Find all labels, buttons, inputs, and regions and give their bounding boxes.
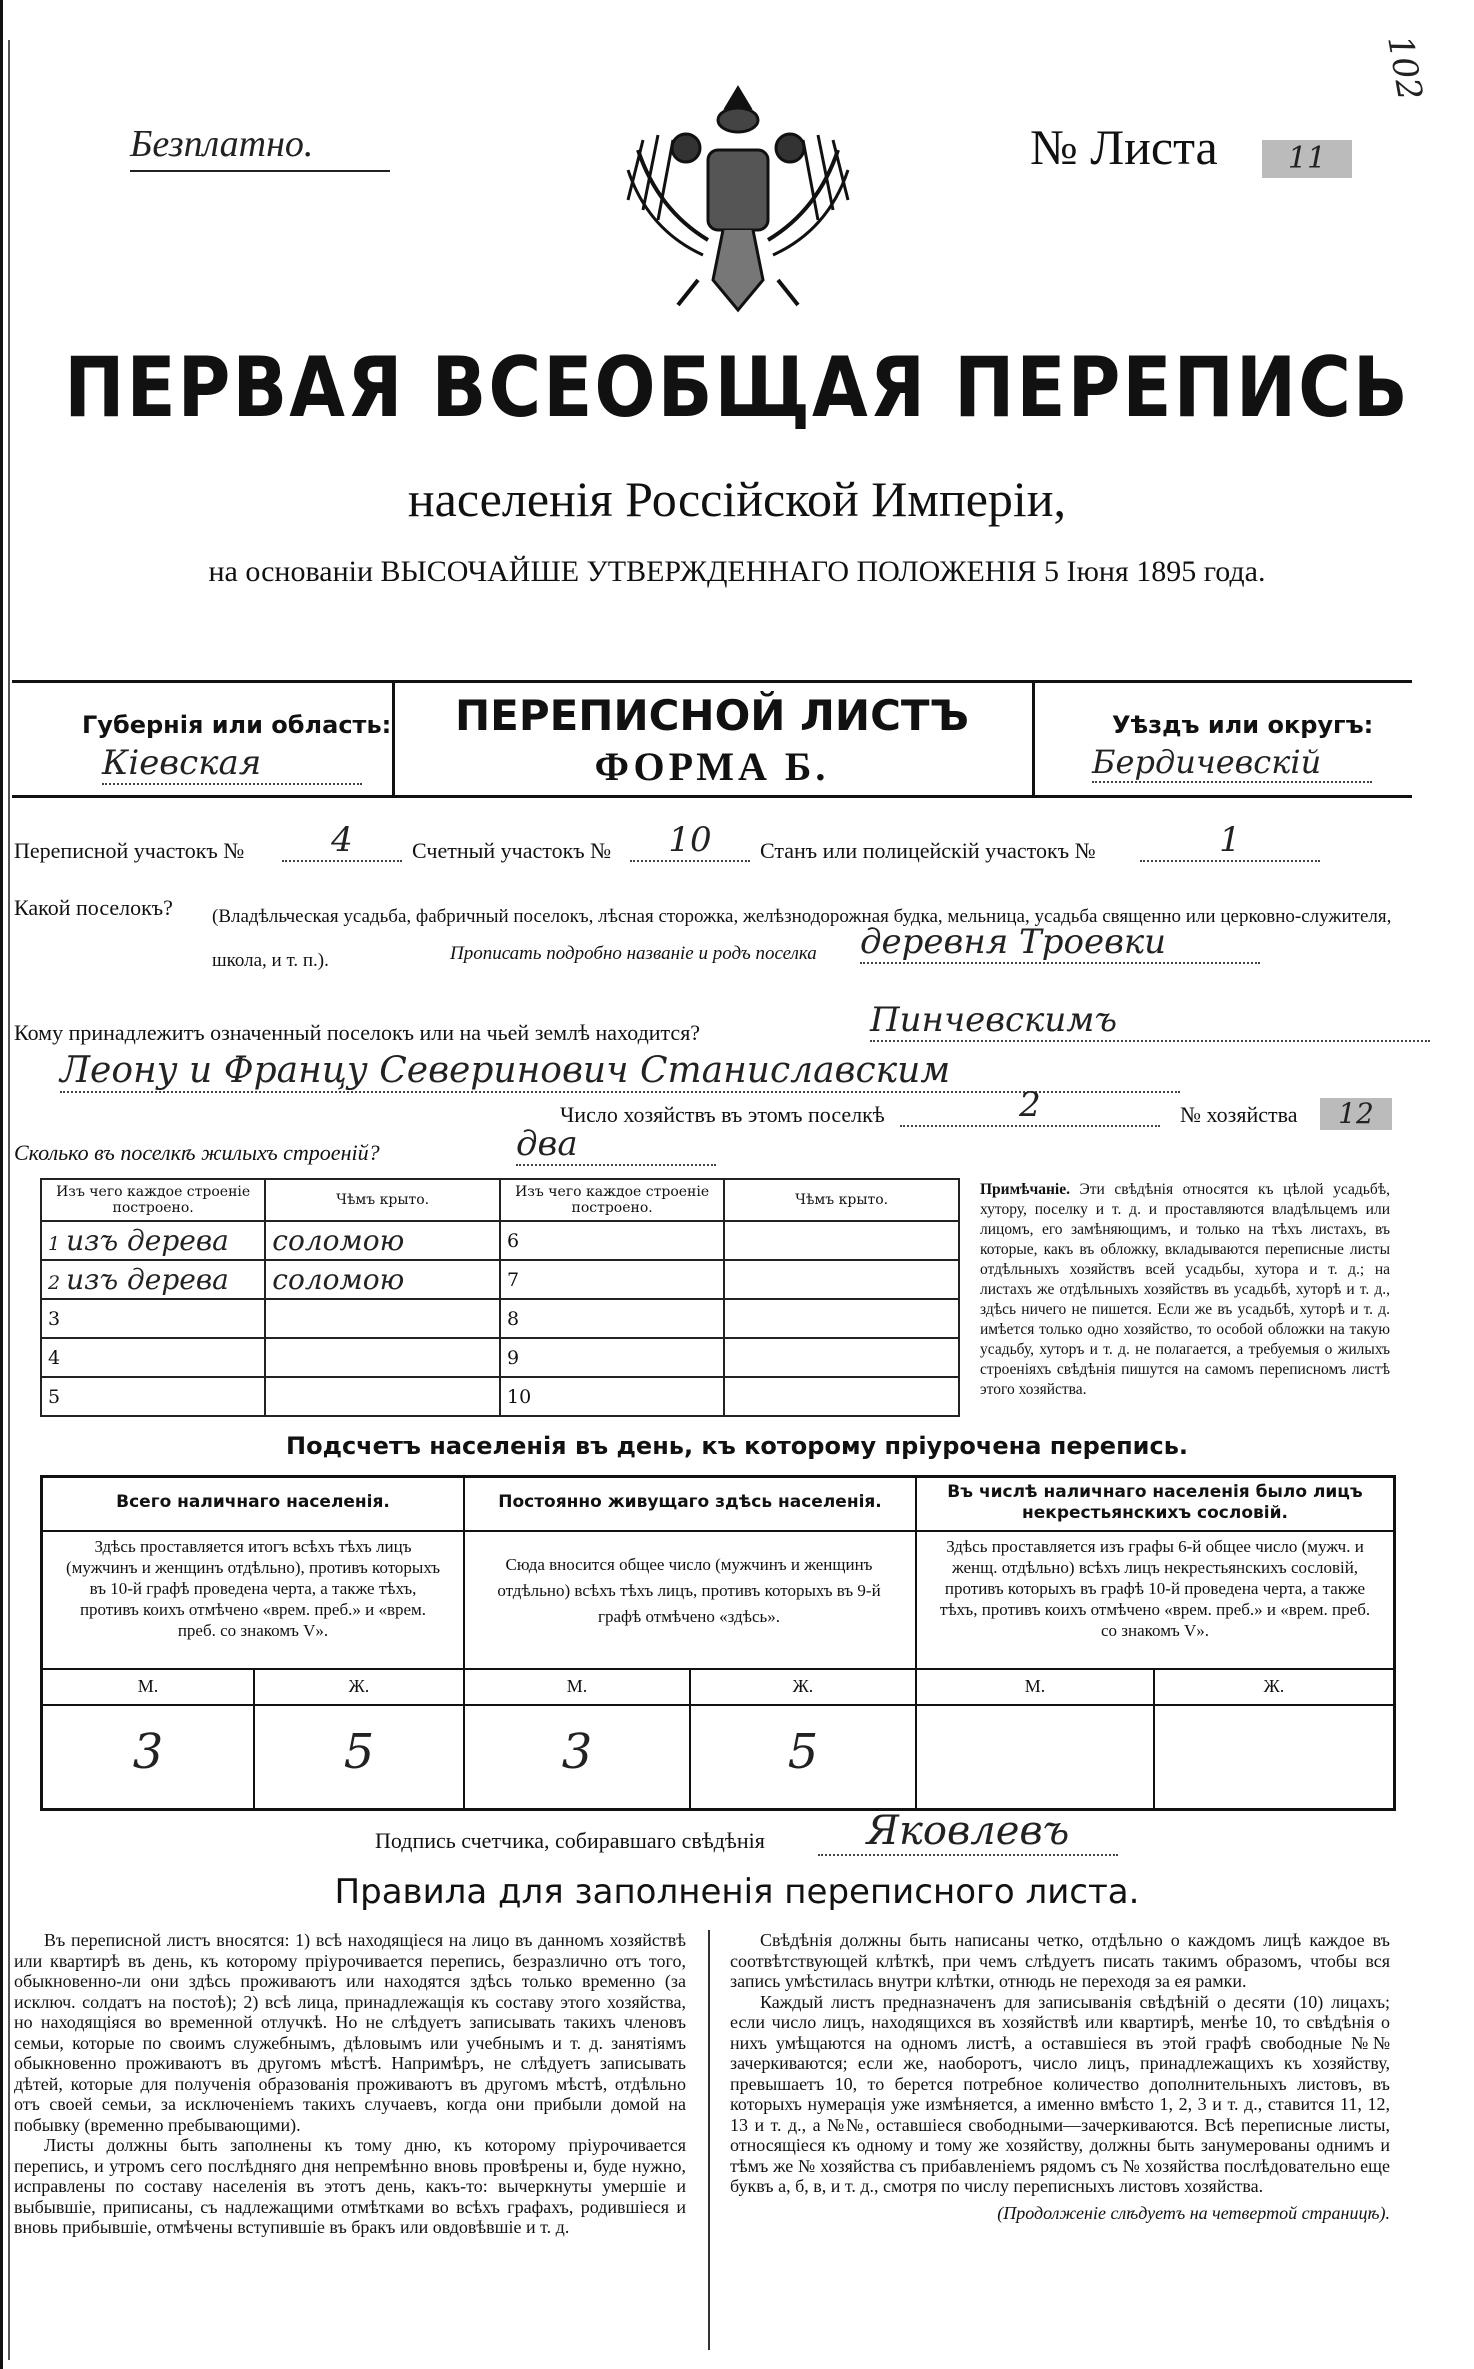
free-underline bbox=[130, 170, 390, 172]
rules-continued: (Продолженіе слѣдуетъ на четвертой страницѣ). bbox=[997, 2202, 1390, 2223]
households-label: Число хозяйствъ въ этомъ поселкѣ bbox=[560, 1102, 885, 1127]
pop-value-m-total: 3 bbox=[132, 1724, 164, 1780]
pop-zh-3: Ж. bbox=[1263, 1676, 1285, 1696]
poselok-label: Какой поселокъ? bbox=[14, 895, 173, 920]
census-basis: на основаніи ВЫСОЧАЙШЕ УТВЕРЖДЕННАГО ПОЛОЖЕНІЯ 5 Іюня 1895 года. bbox=[208, 555, 1266, 588]
row-number: 4 bbox=[41, 1338, 265, 1377]
rules-left-column bbox=[14, 1930, 686, 2238]
sheet-number-value: 11 bbox=[1262, 140, 1352, 178]
row-number: 7 bbox=[500, 1260, 724, 1299]
form-header-block bbox=[12, 680, 1412, 798]
row-number: 5 bbox=[41, 1377, 265, 1416]
pop-col3-text: Здѣсь проставляется изъ графы 6-й общее число (мужч. и женщ. отдѣльно) всѣхъ лицъ некрестьянскихъ сословій, противъ которыхъ въ графѣ 10-й проведена черта, а также тѣхъ, противъ коихъ отмѣчено «врем. преб.» и «врем. преб. со знакомъ V». bbox=[939, 1537, 1371, 1640]
row-number: 3 bbox=[41, 1299, 265, 1338]
census-subtitle: населенія Россійской Имперіи, bbox=[407, 471, 1067, 527]
signature-value: Яковлевъ bbox=[818, 1808, 1118, 1856]
buildings-value: два bbox=[516, 1124, 716, 1166]
note-label: Примѣчаніе. bbox=[980, 1181, 1070, 1198]
pop-divider-2 bbox=[915, 1478, 917, 1808]
schet-label: Счетный участокъ № bbox=[412, 838, 612, 863]
owner-value-2: Леону и Францу Северинович Станиславским bbox=[60, 1050, 1180, 1093]
row-number: 8 bbox=[500, 1299, 724, 1338]
poselok-value: деревня Троевки bbox=[860, 922, 1260, 964]
household-no-value: 12 bbox=[1320, 1098, 1392, 1130]
uchastok-label: Переписной участокъ № bbox=[14, 838, 245, 863]
uezd-value: Бердичевскій bbox=[1092, 743, 1372, 783]
stan-value: 1 bbox=[1140, 820, 1320, 862]
poselok-hint: (Владѣльческая усадьба, фабричный поселокъ, лѣсная сторожка, желѣзнодорожная будка, мельница, усадьба священно или церковно-служителя, школа, и т. п.). bbox=[212, 906, 1392, 971]
row-number: 10 bbox=[500, 1377, 724, 1416]
census-title: ПЕРВАЯ ВСЕОБЩАЯ ПЕРЕПИСЬ bbox=[64, 338, 1410, 436]
pop-value-zh-total: 5 bbox=[343, 1724, 375, 1780]
schet-value: 10 bbox=[630, 820, 750, 862]
gubernia-value: Кіевская bbox=[102, 743, 362, 785]
pop-value-zh-permanent: 5 bbox=[787, 1724, 819, 1780]
col-roof-right: Чѣмъ крыто. bbox=[724, 1179, 959, 1221]
material-value: изъ дерева bbox=[66, 1263, 229, 1296]
rules-right-column bbox=[730, 1930, 1390, 2223]
table-row bbox=[41, 1260, 959, 1299]
uchastok-value: 4 bbox=[282, 820, 402, 862]
note-block bbox=[980, 1180, 1390, 1400]
roof-value: соломою bbox=[265, 1260, 500, 1299]
col-roof-left: Чѣмъ крыто. bbox=[265, 1179, 500, 1221]
pop-value-m-permanent: 3 bbox=[561, 1724, 593, 1780]
pop-m-1: М. bbox=[137, 1676, 159, 1696]
table-row bbox=[41, 1221, 959, 1260]
row-number: 2 bbox=[48, 1272, 61, 1294]
pop-hline-2 bbox=[43, 1668, 1393, 1670]
table-row bbox=[41, 1377, 959, 1416]
col-material-left: Изъ чего каждое строеніе построено. bbox=[41, 1179, 265, 1221]
households-value: 2 bbox=[900, 1085, 1160, 1127]
pop-m-3: М. bbox=[1024, 1676, 1046, 1696]
rules-left-p1: Въ переписной листъ вносятся: 1) всѣ находящіеся на лицо въ данномъ хозяйствѣ или квартирѣ въ день, къ которому пріурочивается перепись, безразлично отъ того, обыкновенно-ли они здѣсь проживаютъ или находятся здѣсь только временно (за исключ. солдатъ на постоѣ); 2) всѣ лица, принадлежащія къ составу этого хозяйства, но находящіяся во временной отлучкѣ. Но не слѣдуетъ записывать такихъ членовъ семьи, которые по своимъ служебнымъ, дѣловымъ или учебнымъ и т. д. занятіямъ обыкновенно проживаютъ въ другомъ мѣстѣ. Напримѣръ, не слѣдуетъ записывать дѣтей, которые для полученія образованія проживаютъ въ другомъ мѣстѣ, отдѣльно отъ своей семьи, за исключеніемъ такихъ случаевъ, когда они прибыли домой на побывку (временно пребывающими). bbox=[14, 1930, 686, 2135]
pop-col2-text: Сюда вносится общее число (мужчинъ и женщинъ отдѣльно) всѣхъ тѣхъ лицъ, противъ которыхъ въ 9-й графѣ отмѣчено «здѣсь». bbox=[497, 1555, 881, 1626]
row-number: 6 bbox=[500, 1221, 724, 1260]
row-number: 9 bbox=[500, 1338, 724, 1377]
pop-zh-2: Ж. bbox=[792, 1676, 814, 1696]
pop-hline-1 bbox=[43, 1530, 1393, 1532]
pop-col1-title: Всего наличнаго населенія. bbox=[116, 1492, 390, 1512]
signature-label: Подпись счетчика, собиравшаго свѣдѣнія bbox=[375, 1828, 765, 1853]
pop-hline-3 bbox=[43, 1704, 1393, 1706]
pop-col3-title: Въ числѣ наличнаго населенія было лицъ некрестьянскихъ сословій. bbox=[947, 1482, 1363, 1523]
note-text: Эти свѣдѣнія относятся къ цѣлой усадьбѣ, хутору, поселку и т. д. и проставляются владѣльцемъ или лицомъ, его замѣняющимъ, и только на тѣхъ листахъ, въ которые, какъ въ обложку, вкладываются переписные листы отдѣльныхъ хозяйствъ всей усадьбы, хутора и т. д.; на листахъ же отдѣльныхъ хозяйствъ въ усадьбѣ, хуторѣ и т. д., здѣсь ничего не пишется. Если же въ усадьбѣ, хуторѣ и т. д. имѣется только одно хозяйство, то особой обложки на такую усадьбу, хуторъ и т. д. не полагается, а требуемыя о жилыхъ строеніяхъ свѣдѣнія пишутся на самомъ переписномъ листѣ этого хозяйства. bbox=[980, 1181, 1391, 1398]
owner-value-1: Пинчевскимъ bbox=[870, 1000, 1430, 1042]
form-title: ПЕРЕПИСНОЙ ЛИСТЪ bbox=[454, 691, 970, 740]
rules-column-divider bbox=[708, 1930, 710, 2350]
table-row bbox=[41, 1338, 959, 1377]
owner-label: Кому принадлежитъ означенный поселокъ или на чьей землѣ находится? bbox=[14, 1020, 701, 1045]
sheet-number-label: № Листа bbox=[1030, 119, 1218, 175]
pop-m-2: М. bbox=[566, 1676, 588, 1696]
stan-label: Станъ или полицейскій участокъ № bbox=[760, 838, 1096, 863]
pop-col2-title: Постоянно живущаго здѣсь населенія. bbox=[498, 1492, 882, 1512]
form-type: ФОРМА Б. bbox=[594, 744, 830, 789]
pop-col1-text: Здѣсь проставляется итогъ всѣхъ тѣхъ лицъ (мужчинъ и женщинъ отдѣльно), противъ которыхъ въ 10-й графѣ проведена черта, а также тѣхъ, противъ коихъ отмѣчено «врем. преб.» и «врем. преб. со знакомъ V». bbox=[66, 1537, 440, 1640]
row-number: 1 bbox=[48, 1233, 61, 1255]
rules-right-p2: Каждый листъ предназначенъ для записыванія свѣдѣній о десяти (10) лицахъ; если число лицъ, находящихся въ хозяйствѣ или квартирѣ, менѣе 10, то свѣдѣнія о нихъ умѣщаются на одномъ листѣ, а оставшіеся въ этой графѣ свободные №№ зачеркиваются; если же, наоборотъ, число лицъ, принадлежащихъ къ хозяйству, превышаетъ 10, то берется потребное количество дополнительныхъ листовъ, въ которыхъ нумерація уже измѣняется, а именно вмѣсто 1, 2, 3 и т. д., ставится 11, 12, 13 и т. д., а №№, оставшіеся свободными—зачеркиваются. Всѣ переписные листы, относящіеся къ одному и тому же хозяйству, должны быть занумерованы однимъ и тѣмъ же № хозяйства съ прибавленіемъ рядомъ съ № хозяйства послѣдовательно еще буквъ а, б, в, и т. д., смотря по числу переписныхъ листовъ хозяйства. bbox=[730, 1991, 1390, 2196]
household-no-label: № хозяйства bbox=[1180, 1102, 1298, 1127]
poselok-hint-2: Прописать подробно названіе и родъ поселка bbox=[450, 943, 817, 964]
form-header-divider-right bbox=[1032, 683, 1035, 795]
free-label: Безплатно. bbox=[130, 123, 314, 165]
double-headed-eagle-emblem bbox=[618, 80, 858, 325]
material-value: изъ дерева bbox=[66, 1224, 229, 1257]
buildings-label: Сколько въ поселкѣ жилыхъ строеній? bbox=[14, 1140, 380, 1165]
uezd-label: Уѣздъ или округъ: bbox=[1112, 711, 1374, 739]
gubernia-label: Губернія или область: bbox=[82, 711, 392, 739]
col-material-right: Изъ чего каждое строеніе построено. bbox=[500, 1179, 724, 1221]
buildings-table bbox=[40, 1178, 960, 1417]
rules-right-p1: Свѣдѣнія должны быть написаны четко, отдѣльно о каждомъ лицѣ каждое въ соотвѣтствующей клѣткѣ, при чемъ слѣдуетъ писать такимъ образомъ, чтобы вся запись умѣстилась внутри клѣтки, отнюдь не переходя за ея рамки. bbox=[730, 1930, 1390, 1991]
population-table bbox=[40, 1475, 1396, 1811]
rules-left-p2: Листы должны быть заполнены къ тому дню, къ которому пріурочивается перепись, и утромъ сего послѣдняго дня непремѣнно вновь провѣрены и, буде нужно, исправлены по составу населенія въ этотъ день, какъ-то: вычеркнуты умершіе и выбывшіе, приписаны, съ надлежащими отмѣтками во всѣхъ графахъ, родившіеся и вновь прибывшіе, отмѣчены вступившіе въ бракъ или овдовѣвшіе и т. д. bbox=[14, 2135, 686, 2237]
table-row bbox=[41, 1299, 959, 1338]
roof-value: соломою bbox=[265, 1221, 500, 1260]
corner-note: 102 bbox=[1379, 32, 1430, 104]
pop-zh-1: Ж. bbox=[348, 1676, 370, 1696]
population-heading: Подсчетъ населенія въ день, къ которому пріурочена перепись. bbox=[286, 1432, 1188, 1460]
rules-heading: Правила для заполненія переписного листа. bbox=[334, 1872, 1140, 1912]
